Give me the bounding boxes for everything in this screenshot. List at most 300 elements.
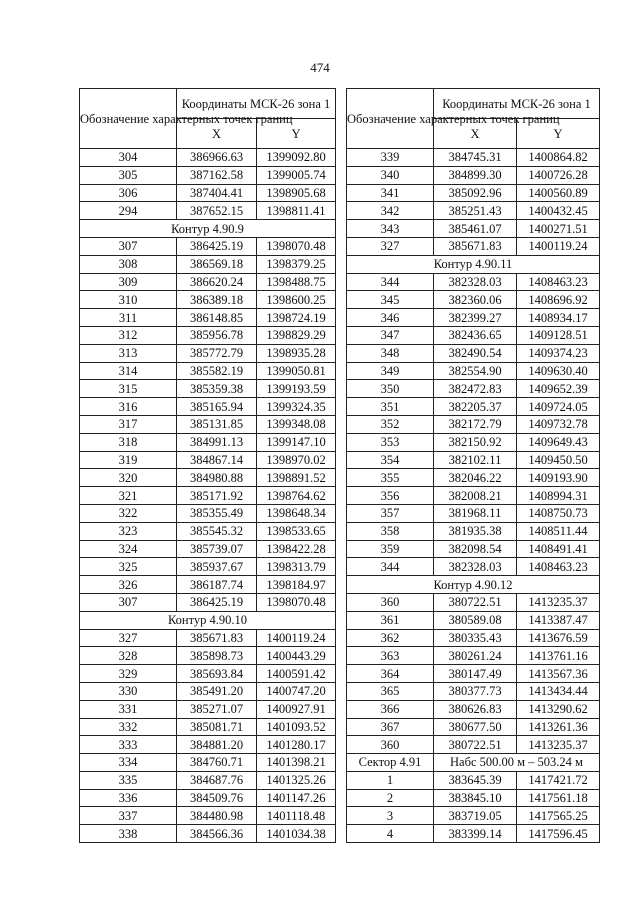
table-row [80, 718, 336, 736]
x-coordinate-cell: 384899.30 [434, 166, 517, 184]
table-row [347, 665, 600, 683]
y-coordinate-cell: 1399147.10 [257, 433, 336, 451]
point-id-cell: 307 [80, 237, 177, 255]
table-row [80, 647, 336, 665]
x-coordinate-cell: 384745.31 [434, 149, 517, 167]
y-coordinate-cell: 1400927.91 [257, 700, 336, 718]
y-column-header: Y [517, 119, 600, 149]
coords-title-header: Координаты МСК-26 зона 1 [434, 89, 600, 119]
table-row [347, 291, 600, 309]
x-coordinate-cell: 384881.20 [177, 736, 257, 754]
table-row [80, 825, 336, 843]
table-row [347, 309, 600, 327]
y-coordinate-cell: 1408994.31 [517, 487, 600, 505]
y-coordinate-cell: 1409652.39 [517, 380, 600, 398]
y-coordinate-cell: 1401325.26 [257, 771, 336, 789]
point-id-cell: 366 [347, 700, 434, 718]
point-id-cell: 335 [80, 771, 177, 789]
y-coordinate-cell: 1400271.51 [517, 220, 600, 238]
point-id-cell: 315 [80, 380, 177, 398]
section-row [347, 255, 600, 273]
y-coordinate-cell: 1398970.02 [257, 451, 336, 469]
x-coordinate-cell: 385545.32 [177, 522, 257, 540]
x-coordinate-cell: 380722.51 [434, 736, 517, 754]
y-coordinate-cell: 1408463.23 [517, 558, 600, 576]
table-row [80, 504, 336, 522]
y-coordinate-cell: 1399324.35 [257, 398, 336, 416]
table-row [80, 237, 336, 255]
y-coordinate-cell: 1408463.23 [517, 273, 600, 291]
point-id-cell: 352 [347, 415, 434, 433]
table-row [347, 433, 600, 451]
table-row [347, 807, 600, 825]
point-id-cell: 327 [80, 629, 177, 647]
point-id-cell: 313 [80, 344, 177, 362]
table-row [347, 771, 600, 789]
x-coordinate-cell: 384991.13 [177, 433, 257, 451]
x-coordinate-cell: 385772.79 [177, 344, 257, 362]
y-coordinate-cell: 1409374.23 [517, 344, 600, 362]
point-id-cell: 305 [80, 166, 177, 184]
point-id-cell: 324 [80, 540, 177, 558]
x-coordinate-cell: 383399.14 [434, 825, 517, 843]
table-row [80, 344, 336, 362]
sector-row [347, 754, 600, 772]
x-coordinate-cell: 385092.96 [434, 184, 517, 202]
y-coordinate-cell: 1398935.28 [257, 344, 336, 362]
point-id-cell: 323 [80, 522, 177, 540]
table-row [347, 700, 600, 718]
table-row [347, 825, 600, 843]
table-row [347, 789, 600, 807]
point-id-cell: 344 [347, 558, 434, 576]
table-row [80, 754, 336, 772]
x-coordinate-cell: 385739.07 [177, 540, 257, 558]
x-coordinate-cell: 380722.51 [434, 593, 517, 611]
table-row [80, 736, 336, 754]
point-id-cell: 363 [347, 647, 434, 665]
table-row [347, 718, 600, 736]
table-row [80, 487, 336, 505]
y-coordinate-cell: 1400864.82 [517, 149, 600, 167]
x-coordinate-cell: 384980.88 [177, 469, 257, 487]
point-id-cell: 1 [347, 771, 434, 789]
x-coordinate-cell: 387404.41 [177, 184, 257, 202]
table-row [80, 665, 336, 683]
table-row [80, 522, 336, 540]
point-id-cell: 320 [80, 469, 177, 487]
y-coordinate-cell: 1413290.62 [517, 700, 600, 718]
x-coordinate-cell: 382360.06 [434, 291, 517, 309]
section-row [347, 576, 600, 594]
y-coordinate-cell: 1399005.74 [257, 166, 336, 184]
x-coordinate-cell: 384687.76 [177, 771, 257, 789]
table-row [80, 362, 336, 380]
y-column-header: Y [257, 119, 336, 149]
table-row [347, 469, 600, 487]
x-coordinate-cell: 382098.54 [434, 540, 517, 558]
x-coordinate-cell: 380677.50 [434, 718, 517, 736]
x-coordinate-cell: 385898.73 [177, 647, 257, 665]
table-row [80, 682, 336, 700]
x-coordinate-cell: 385491.20 [177, 682, 257, 700]
table-row [80, 291, 336, 309]
point-id-cell: 359 [347, 540, 434, 558]
point-id-cell: 333 [80, 736, 177, 754]
table-row [80, 255, 336, 273]
table-row [80, 451, 336, 469]
table-row [80, 789, 336, 807]
section-row [80, 611, 336, 629]
point-id-cell: 349 [347, 362, 434, 380]
point-id-cell: 351 [347, 398, 434, 416]
table-row [80, 558, 336, 576]
point-id-cell: 317 [80, 415, 177, 433]
y-coordinate-cell: 1398070.48 [257, 593, 336, 611]
y-coordinate-cell: 1409724.05 [517, 398, 600, 416]
y-coordinate-cell: 1398422.28 [257, 540, 336, 558]
x-coordinate-cell: 386966.63 [177, 149, 257, 167]
point-id-cell: 322 [80, 504, 177, 522]
y-coordinate-cell: 1398533.65 [257, 522, 336, 540]
x-coordinate-cell: 385671.83 [177, 629, 257, 647]
table-row [80, 415, 336, 433]
point-id-cell: 342 [347, 202, 434, 220]
x-coordinate-cell: 385355.49 [177, 504, 257, 522]
x-coordinate-cell: 382472.83 [434, 380, 517, 398]
y-coordinate-cell: 1400443.29 [257, 647, 336, 665]
point-id-cell: 356 [347, 487, 434, 505]
x-coordinate-cell: 385461.07 [434, 220, 517, 238]
point-id-cell: 361 [347, 611, 434, 629]
sector-title: Сектор 4.91 [347, 754, 434, 772]
table-row [80, 807, 336, 825]
table-row [347, 184, 600, 202]
y-coordinate-cell: 1413761.16 [517, 647, 600, 665]
x-coordinate-cell: 380261.24 [434, 647, 517, 665]
point-id-cell: 337 [80, 807, 177, 825]
table-row [80, 593, 336, 611]
point-id-cell: 343 [347, 220, 434, 238]
point-id-cell: 346 [347, 309, 434, 327]
x-coordinate-cell: 382490.54 [434, 344, 517, 362]
table-row [80, 576, 336, 594]
right-table-body [347, 149, 600, 843]
table-row [80, 700, 336, 718]
table-row [80, 273, 336, 291]
point-id-cell: 311 [80, 309, 177, 327]
table-row [347, 380, 600, 398]
y-coordinate-cell: 1400747.20 [257, 682, 336, 700]
x-coordinate-cell: 382328.03 [434, 558, 517, 576]
x-coordinate-cell: 382046.22 [434, 469, 517, 487]
x-coordinate-cell: 382008.21 [434, 487, 517, 505]
y-coordinate-cell: 1398184.97 [257, 576, 336, 594]
point-id-cell: 329 [80, 665, 177, 683]
y-coordinate-cell: 1398070.48 [257, 237, 336, 255]
coords-title-header: Координаты МСК-26 зона 1 [177, 89, 336, 119]
y-coordinate-cell: 1398764.62 [257, 487, 336, 505]
point-id-cell: 365 [347, 682, 434, 700]
point-id-cell: 306 [80, 184, 177, 202]
x-coordinate-cell: 386620.24 [177, 273, 257, 291]
y-coordinate-cell: 1399092.80 [257, 149, 336, 167]
x-coordinate-cell: 382436.65 [434, 326, 517, 344]
point-id-cell: 347 [347, 326, 434, 344]
x-coordinate-cell: 383845.10 [434, 789, 517, 807]
x-coordinate-cell: 385171.92 [177, 487, 257, 505]
table-row [80, 398, 336, 416]
table-row [347, 593, 600, 611]
y-coordinate-cell: 1413235.37 [517, 736, 600, 754]
x-coordinate-cell: 383719.05 [434, 807, 517, 825]
y-coordinate-cell: 1409732.78 [517, 415, 600, 433]
table-row [347, 451, 600, 469]
point-id-cell: 316 [80, 398, 177, 416]
table-row [347, 487, 600, 505]
sector-note: Набс 500.00 м – 503.24 м [434, 754, 600, 772]
y-coordinate-cell: 1398811.41 [257, 202, 336, 220]
table-row [80, 184, 336, 202]
x-coordinate-cell: 384509.76 [177, 789, 257, 807]
x-coordinate-cell: 384480.98 [177, 807, 257, 825]
y-coordinate-cell: 1401147.26 [257, 789, 336, 807]
y-coordinate-cell: 1398648.34 [257, 504, 336, 522]
point-id-cell: 309 [80, 273, 177, 291]
point-id-cell: 336 [80, 789, 177, 807]
table-row [347, 202, 600, 220]
table-row [347, 415, 600, 433]
point-label-header: Обозначение характерных точек границ [80, 89, 177, 149]
x-coordinate-cell: 386425.19 [177, 237, 257, 255]
y-coordinate-cell: 1401280.17 [257, 736, 336, 754]
x-column-header: X [177, 119, 257, 149]
x-coordinate-cell: 381968.11 [434, 504, 517, 522]
x-coordinate-cell: 385251.43 [434, 202, 517, 220]
section-row [80, 220, 336, 238]
y-coordinate-cell: 1413261.36 [517, 718, 600, 736]
table-row [80, 469, 336, 487]
x-coordinate-cell: 386425.19 [177, 593, 257, 611]
x-coordinate-cell: 386148.85 [177, 309, 257, 327]
y-coordinate-cell: 1409630.40 [517, 362, 600, 380]
table-row [347, 629, 600, 647]
x-coordinate-cell: 380626.83 [434, 700, 517, 718]
x-coordinate-cell: 386389.18 [177, 291, 257, 309]
x-coordinate-cell: 385693.84 [177, 665, 257, 683]
y-coordinate-cell: 1409649.43 [517, 433, 600, 451]
table-row [347, 362, 600, 380]
y-coordinate-cell: 1398724.19 [257, 309, 336, 327]
y-coordinate-cell: 1413676.59 [517, 629, 600, 647]
table-row [347, 540, 600, 558]
point-id-cell: 345 [347, 291, 434, 309]
point-id-cell: 312 [80, 326, 177, 344]
x-coordinate-cell: 387162.58 [177, 166, 257, 184]
point-id-cell: 310 [80, 291, 177, 309]
x-coordinate-cell: 380147.49 [434, 665, 517, 683]
point-id-cell: 364 [347, 665, 434, 683]
point-id-cell: 331 [80, 700, 177, 718]
point-id-cell: 353 [347, 433, 434, 451]
coordinates-table-right [346, 88, 600, 843]
point-id-cell: 339 [347, 149, 434, 167]
table-row [347, 220, 600, 238]
table-row [80, 149, 336, 167]
x-coordinate-cell: 382205.37 [434, 398, 517, 416]
x-coordinate-cell: 382328.03 [434, 273, 517, 291]
x-coordinate-cell: 385671.83 [434, 237, 517, 255]
table-row [347, 326, 600, 344]
point-id-cell: 341 [347, 184, 434, 202]
point-id-cell: 326 [80, 576, 177, 594]
point-id-cell: 338 [80, 825, 177, 843]
x-coordinate-cell: 386569.18 [177, 255, 257, 273]
y-coordinate-cell: 1413567.36 [517, 665, 600, 683]
point-id-cell: 319 [80, 451, 177, 469]
y-coordinate-cell: 1399348.08 [257, 415, 336, 433]
y-coordinate-cell: 1401034.38 [257, 825, 336, 843]
table-row [80, 166, 336, 184]
table-row [80, 540, 336, 558]
point-id-cell: 340 [347, 166, 434, 184]
section-title: Контур 4.90.9 [80, 220, 336, 238]
table-row [347, 237, 600, 255]
y-coordinate-cell: 1401118.48 [257, 807, 336, 825]
y-coordinate-cell: 1417565.25 [517, 807, 600, 825]
x-coordinate-cell: 382399.27 [434, 309, 517, 327]
table-row [347, 504, 600, 522]
x-coordinate-cell: 382554.90 [434, 362, 517, 380]
table-row [347, 611, 600, 629]
x-coordinate-cell: 382150.92 [434, 433, 517, 451]
x-column-header: X [434, 119, 517, 149]
table-row [347, 558, 600, 576]
x-coordinate-cell: 380335.43 [434, 629, 517, 647]
table-row [80, 309, 336, 327]
point-id-cell: 354 [347, 451, 434, 469]
x-coordinate-cell: 382172.79 [434, 415, 517, 433]
point-label-header: Обозначение характерных точек границ [347, 89, 434, 149]
point-id-cell: 344 [347, 273, 434, 291]
point-id-cell: 367 [347, 718, 434, 736]
table-row [80, 629, 336, 647]
point-id-cell: 330 [80, 682, 177, 700]
y-coordinate-cell: 1409193.90 [517, 469, 600, 487]
point-id-cell: 332 [80, 718, 177, 736]
page-number: 474 [310, 60, 330, 75]
y-coordinate-cell: 1398379.25 [257, 255, 336, 273]
x-coordinate-cell: 382102.11 [434, 451, 517, 469]
x-coordinate-cell: 385131.85 [177, 415, 257, 433]
y-coordinate-cell: 1408491.41 [517, 540, 600, 558]
x-coordinate-cell: 384566.36 [177, 825, 257, 843]
table-row [347, 398, 600, 416]
x-coordinate-cell: 385165.94 [177, 398, 257, 416]
y-coordinate-cell: 1398891.52 [257, 469, 336, 487]
section-title: Контур 4.90.12 [347, 576, 600, 594]
point-id-cell: 325 [80, 558, 177, 576]
point-id-cell: 304 [80, 149, 177, 167]
y-coordinate-cell: 1398905.68 [257, 184, 336, 202]
x-coordinate-cell: 386187.74 [177, 576, 257, 594]
point-id-cell: 294 [80, 202, 177, 220]
point-id-cell: 355 [347, 469, 434, 487]
table-row [80, 380, 336, 398]
y-coordinate-cell: 1401398.21 [257, 754, 336, 772]
point-id-cell: 308 [80, 255, 177, 273]
y-coordinate-cell: 1408750.73 [517, 504, 600, 522]
table-row [80, 433, 336, 451]
y-coordinate-cell: 1399193.59 [257, 380, 336, 398]
table-row [80, 202, 336, 220]
y-coordinate-cell: 1400432.45 [517, 202, 600, 220]
y-coordinate-cell: 1398313.79 [257, 558, 336, 576]
x-coordinate-cell: 380589.08 [434, 611, 517, 629]
x-coordinate-cell: 384867.14 [177, 451, 257, 469]
table-row [347, 736, 600, 754]
point-id-cell: 327 [347, 237, 434, 255]
table-row [347, 682, 600, 700]
point-id-cell: 350 [347, 380, 434, 398]
table-row [347, 273, 600, 291]
x-coordinate-cell: 385081.71 [177, 718, 257, 736]
table-row [347, 522, 600, 540]
point-id-cell: 3 [347, 807, 434, 825]
y-coordinate-cell: 1413235.37 [517, 593, 600, 611]
x-coordinate-cell: 384760.71 [177, 754, 257, 772]
x-coordinate-cell: 385271.07 [177, 700, 257, 718]
y-coordinate-cell: 1401093.52 [257, 718, 336, 736]
x-coordinate-cell: 385582.19 [177, 362, 257, 380]
y-coordinate-cell: 1398488.75 [257, 273, 336, 291]
x-coordinate-cell: 385956.78 [177, 326, 257, 344]
y-coordinate-cell: 1400726.28 [517, 166, 600, 184]
point-id-cell: 360 [347, 593, 434, 611]
point-id-cell: 360 [347, 736, 434, 754]
table-row [80, 771, 336, 789]
y-coordinate-cell: 1409450.50 [517, 451, 600, 469]
table-row [347, 344, 600, 362]
y-coordinate-cell: 1417421.72 [517, 771, 600, 789]
y-coordinate-cell: 1417596.45 [517, 825, 600, 843]
table-row [80, 326, 336, 344]
left-table-body [80, 149, 336, 843]
point-id-cell: 307 [80, 593, 177, 611]
y-coordinate-cell: 1400591.42 [257, 665, 336, 683]
x-coordinate-cell: 387652.15 [177, 202, 257, 220]
point-id-cell: 362 [347, 629, 434, 647]
table-row [347, 149, 600, 167]
table-row [347, 166, 600, 184]
point-id-cell: 328 [80, 647, 177, 665]
x-coordinate-cell: 381935.38 [434, 522, 517, 540]
x-coordinate-cell: 385359.38 [177, 380, 257, 398]
y-coordinate-cell: 1417561.18 [517, 789, 600, 807]
point-id-cell: 318 [80, 433, 177, 451]
y-coordinate-cell: 1408511.44 [517, 522, 600, 540]
y-coordinate-cell: 1398600.25 [257, 291, 336, 309]
point-id-cell: 321 [80, 487, 177, 505]
section-title: Контур 4.90.10 [80, 611, 336, 629]
point-id-cell: 357 [347, 504, 434, 522]
x-coordinate-cell: 385937.67 [177, 558, 257, 576]
point-id-cell: 348 [347, 344, 434, 362]
x-coordinate-cell: 380377.73 [434, 682, 517, 700]
point-id-cell: 2 [347, 789, 434, 807]
point-id-cell: 334 [80, 754, 177, 772]
y-coordinate-cell: 1413434.44 [517, 682, 600, 700]
